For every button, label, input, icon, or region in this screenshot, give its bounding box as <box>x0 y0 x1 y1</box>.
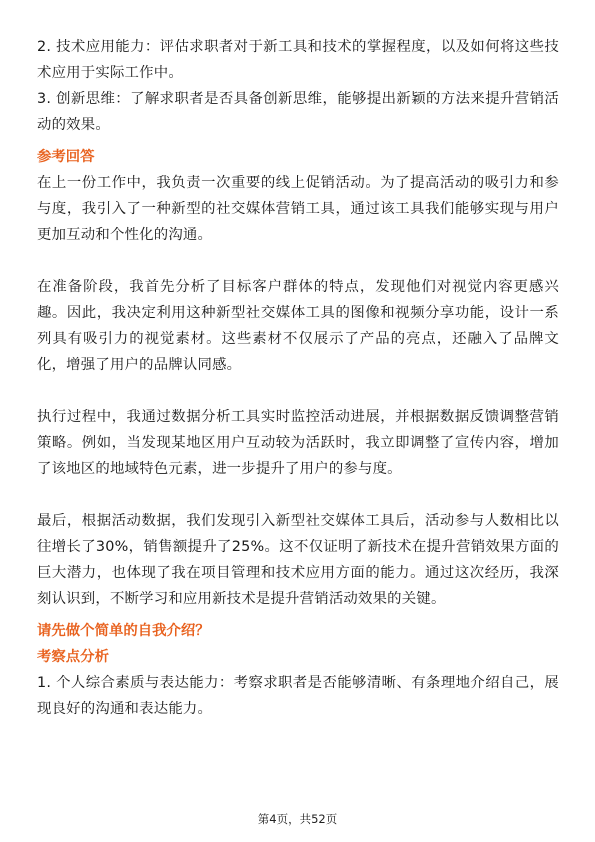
reference-answer-heading: 参考回答 <box>37 149 95 165</box>
analysis-heading: 考察点分析 <box>37 649 109 665</box>
list-item-personal-quality: 1. 个人综合素质与表达能力：考察求职者是否能够清晰、有条理地介绍自己，展现良好的沟通和表达能力。 <box>37 675 559 717</box>
list-item-innovative-thinking: 3. 创新思维：了解求职者是否具备创新思维，能够提出新颖的方法来提升营销活动的效果。 <box>37 91 559 133</box>
answer-paragraph-1: 在上一份工作中，我负责一次重要的线上促销活动。为了提高活动的吸引力和参与度，我引入了一种新型的社交媒体营销工具，通过该工具我们能够实现与用户更加互动和个性化的沟通。 <box>37 175 559 243</box>
list-item-tech-application: 2. 技术应用能力：评估求职者对于新工具和技术的掌握程度，以及如何将这些技术应用于实际工作中。 <box>37 39 559 81</box>
page-content <box>37 34 559 722</box>
answer-paragraph-2: 在准备阶段，我首先分析了目标客户群体的特点，发现他们对视觉内容更感兴趣。因此，我决定利用这种新型社交媒体工具的图像和视频分享功能，设计一系列具有吸引力的视觉素材。这些素材不仅展示了产品的亮点，还融入了品牌文化，增强了用户的品牌认同感。 <box>37 279 559 373</box>
page-number: 第4页，共52页 <box>257 812 338 826</box>
answer-paragraph-3: 执行过程中，我通过数据分析工具实时监控活动进展，并根据数据反馈调整营销策略。例如，当发现某地区用户互动较为活跃时，我立即调整了宣传内容，增加了该地区的地域特色元素，进一步提升了用户的参与度。 <box>37 409 559 477</box>
question-title: 请先做个简单的自我介绍？ <box>37 623 210 639</box>
answer-paragraph-4: 最后，根据活动数据，我们发现引入新型社交媒体工具后，活动参与人数相比以往增长了30%，销售额提升了25%。这不仅证明了新技术在提升营销效果方面的巨大潜力，也体现了我在项目管理和技术应用方面的能力。通过这次经历，我深刻认识到，不断学习和应用新技术是提升营销活动效果的关键。 <box>37 513 559 607</box>
